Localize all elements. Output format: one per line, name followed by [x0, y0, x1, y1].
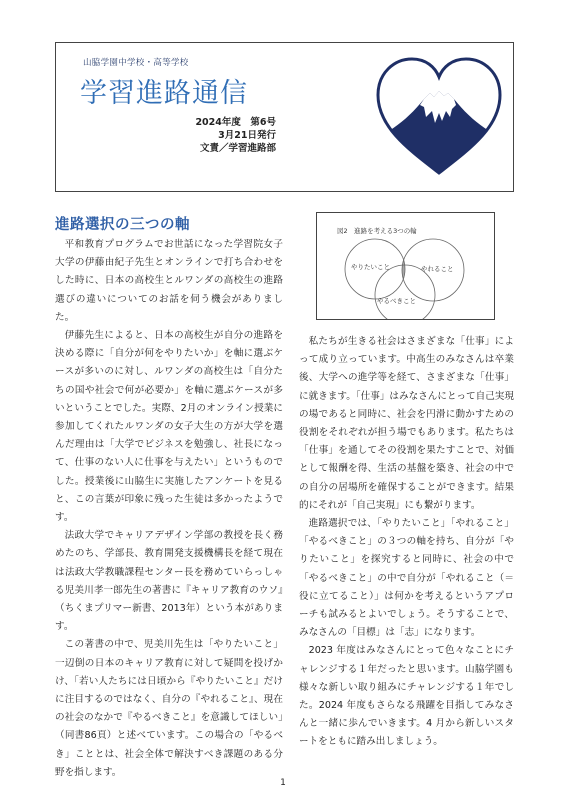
issue-editor: 文責／学習進路部 [199, 143, 276, 154]
issue-number: 2024年度 第6号 [195, 117, 276, 128]
paragraph: この著書の中で、児美川先生は「やりたいこと」一辺倒の日本のキャリア教育に対して疑問を投げかけ、「若い人たちには日頃から『やりたいこと』だけに注目するのではなく、自分の『やれること』、現在の社会のなかで『やるべきこと』を意識してほしい」（同書86頁）と述べています。この場合の「やるべき」こととは、社会全体で解決すべき課題のある分野を指します。 [55, 639, 283, 778]
newsletter-title: 学習進路通信 [80, 78, 248, 109]
issue-date: 3月21日発行 [218, 130, 276, 141]
paragraph: 私たちが生きる社会はさまざまな「仕事」によって成り立っています。中高生のみなさんは卒業後、大学への進学等を経て、さまざまな「仕事」に就きます。「仕事」はみなさんにとって自己実現の場であると同時に、社会を円滑に動かすための役割をそれぞれが担う場でもあります。私たちは「仕事」を通してその役割を果たすことで、対価として報酬を得、生活の基盤を築き、社会の中での自分の居場所を確保することができます。結果的にそれが「自己実現」にも繋がります。 [299, 336, 514, 511]
figure-title: 図2 進路を考える3つの輪 [337, 227, 417, 235]
circle-label-want: やりたいこと [351, 263, 390, 271]
left-column [55, 236, 283, 782]
venn-diagram [317, 213, 494, 319]
school-name: 山脇学園中学校・高等学校 [83, 58, 189, 68]
circle-label-can: やれること [421, 265, 454, 273]
paragraph: 進路選択では、「やりたいこと」「やれること」「やるべきこと」の３つの軸を持ち、自分が「やりたいこと」を探究すると同時に、社会の中で「やるべきこと」の中で自分が「やれること（＝役に立てること）」は何かを考えるというアプローチも試みるとよいでしょう。そうすることで、みなさんの「目標」は「志」になります。 [299, 518, 514, 639]
right-column [299, 333, 514, 752]
newsletter-header [55, 42, 514, 192]
page-number: 1 [280, 778, 286, 788]
paragraph: 平和教育プログラムでお世話になった学習院女子大学の伊藤由紀子先生とオンラインで打ち合わせをした時に、日本の高校生とルワンダの高校生の進路選びの違いについてのお話を伺う機会がありました。 [55, 239, 283, 323]
section-title: 進路選択の三つの軸 [55, 217, 190, 233]
paragraph: 伊藤先生によると、日本の高校生が自分の進路を決める際に「自分が何をやりたいか」を軸に選ぶケースが多いのに対し、ルワンダの高校生は「自分たちの国や社会で何が必要か」を軸に選ぶケースが多いということでした。実際、2月のオンライン授業に参加してくれたルワンダの女子大生の方が大学を選んだ理由は「大学でビジネスを勉強し、社長になって、仕事のない人に仕事を与えたい」というものでした。授業後に山脇生に実施したアンケートを見ると、この言葉が印象に残った生徒は多かったようです。 [55, 330, 283, 524]
mount-fuji-heart-logo [368, 43, 510, 183]
three-circles-figure [316, 212, 495, 320]
paragraph: 2023 年度はみなさんにとって色々なことにチャレンジする１年だったと思います。山脇学園も様々な新しい取り組みにチャレンジする１年でした。2024 年度もさらなる飛躍を目指してみなさんと一緒に歩んでいきます。4 月から新しいスタートをともに踏み出しましょう。 [299, 645, 514, 748]
circle-label-should: やるべきこと [377, 297, 416, 305]
paragraph: 法政大学でキャリアデザイン学部の教授を長く務めたのち、学部長、教育開発支援機構長を経て現在は法政大学教職課程センター長を務めていらっしゃる児美川孝一郎先生の著書に『キャリア教育のウソ』（ちくまプリマー新書、2013年）という本があります。 [55, 530, 283, 633]
